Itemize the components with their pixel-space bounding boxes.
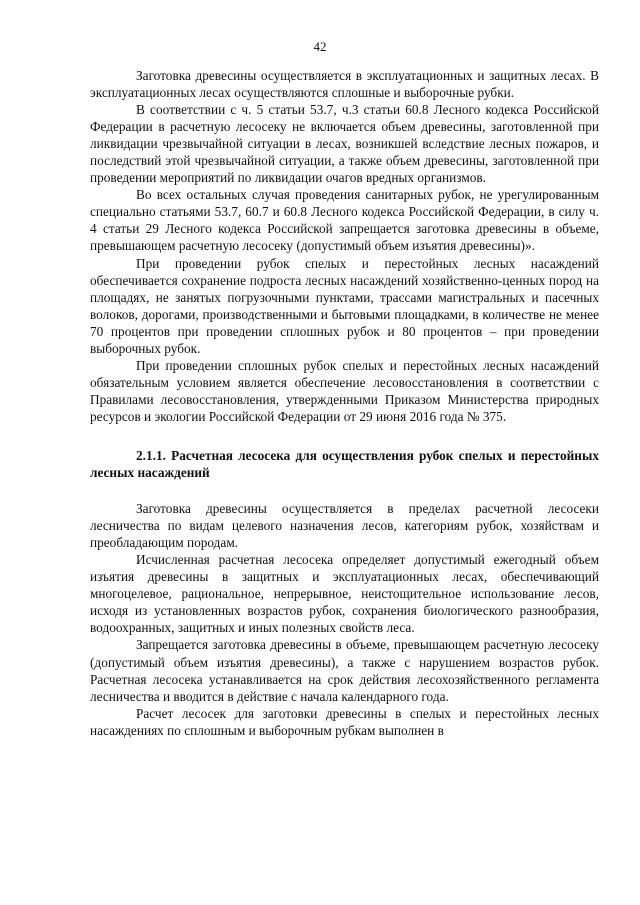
paragraph: Расчет лесосек для заготовки древесины в спелых и перестойных лесных насаждениях по сплошным и выборочным рубкам выполнен в [90, 705, 599, 738]
paragraph: Запрещается заготовка древесины в объеме, превышающем расчетную лесосеку (допустимый объем изъятия древесины), а также с нарушением возрастов рубок. Расчетная лесосека устанавливается на срок действия лесохозяйственного регламента лесничества и вводится в действие с начала календарного года. [90, 637, 599, 704]
document-body [90, 67, 599, 739]
paragraph: Заготовка древесины осуществляется в эксплуатационных и защитных лесах. В эксплуатационных лесах осуществляются сплошные и выборочные рубки. [90, 68, 599, 101]
paragraph: При проведении рубок спелых и перестойных лесных насаждений обеспечивается сохранение подроста лесных насаждений хозяйственно-ценных пород на площадях, не занятых погрузочными пунктами, трассами магистральных и пасечных волоков, дорогами, производственными и бытовыми площадками, в количестве не менее 70 процентов при проведении сплошных рубок и 80 процентов – при проведении выборочных рубок. [90, 255, 599, 356]
section-heading: 2.1.1. Расчетная лесосека для осуществления рубок спелых и перестойных лесных насаждений [90, 447, 599, 481]
paragraph: Заготовка древесины осуществляется в пределах расчетной лесосеки лесничества по видам целевого назначения лесов, категориям рубок, хозяйствам и преобладающим породам. [90, 501, 599, 551]
page-number: 42 [313, 39, 327, 54]
paragraph: При проведении сплошных рубок спелых и перестойных лесных насаждений обязательным условием является обеспечение лесовосстановления в соответствии с Правилами лесовосстановления, утвержденными Приказом Министерства природных ресурсов и экологии Российской Федерации от 29 июня 2016 года № 375. [90, 357, 599, 424]
paragraph: Во всех остальных случая проведения санитарных рубок, не урегулированным специально статьями 53.7, 60.7 и 60.8 Лесного кодекса Российской Федерации, в силу ч. 4 статьи 29 Лесного кодекса Российской запрещается заготовка древесины в объеме, превышающем расчетную лесосеку (допустимый объем изъятия древесины)». [90, 187, 599, 254]
paragraph: Исчисленная расчетная лесосека определяет допустимый ежегодный объем изъятия древесины в защитных и эксплуатационных лесах, обеспечивающий многоцелевое, рациональное, непрерывное, неистощительное использование лесов, исходя из установленных возрастов рубок, сохранения биологического разнообразия, водоохранных, защитных и иных полезных свойств леса. [90, 552, 599, 636]
paragraph: В соответствии с ч. 5 статьи 53.7, ч.3 статьи 60.8 Лесного кодекса Российской Федерации в расчетную лесосеку не включается объем древесины, заготовленной при ликвидации чрезвычайной ситуации в лесах, возникшей вследствие лесных пожаров, и последствий этой чрезвычайной ситуации, а также объем древесины, заготовленной при проведении мероприятий по ликвидации очагов вредных организмов. [90, 102, 599, 186]
